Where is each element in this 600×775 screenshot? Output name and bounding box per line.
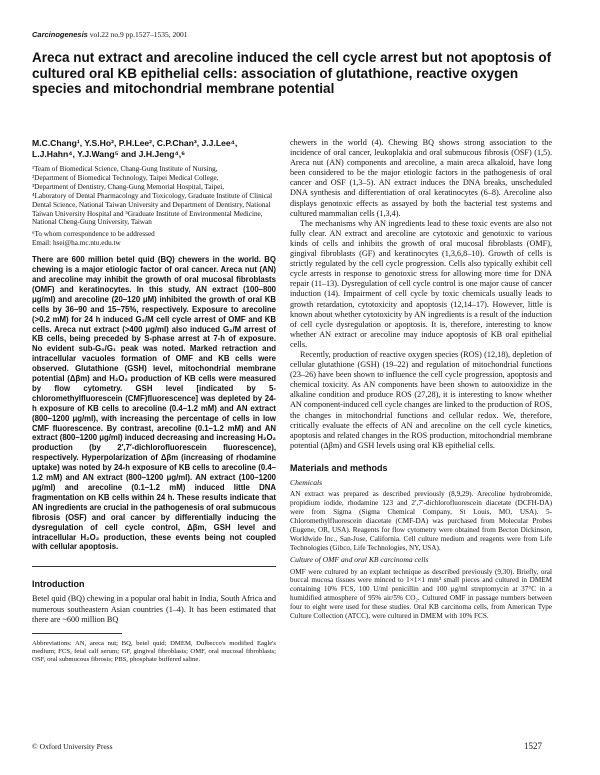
correspondence-note: ⁶To whom correspondence to be addressed (32, 230, 155, 239)
introduction-heading: Introduction (32, 579, 85, 590)
journal-citation: vol.22 no.9 pp.1527–1535, 2001 (89, 30, 188, 39)
chemicals-text: AN extract was prepared as described previously (8,9,29). Arecoline hydrobromide, propidium iodide, rhodamine 123 and 2′,7′-dichlorofluorescein diacetate (DCFH-DA) were from Sigma (Sigma Chemical Company, St Louis, MO, USA). 5-Chloromethylfluorescein diacetate (CMF-DA) was purchased from Molecular Probes (Eugene, OR, USA). Reagents for flow cytometry were obtained from Becton Dickinson, Worldwide Inc., San-Jose, California. Cell culture medium and reagents were from Life Technologies (Gibco, Life Technologies, NY, USA). (290, 490, 552, 552)
introduction-text: Betel quid (BQ) chewing in a popular oral habit in India, South Africa and numerous southeastern Asian countries (1–4). It has been estimated that there are ~600 million BQ (32, 594, 276, 624)
body-paragraph: Recently, production of reactive oxygen species (ROS) (12,18), depletion of cellular glutathione (GSH) (19–22) and regulation of mitochondrial functions (23–26) have been shown to influence the cell cycle progression, apoptosis and chemical toxicity. As AN components have been shown to autooxidize in the alkaline condition and produce ROS (27,28), it is interesting to know whether AN component-induced cell cycle changes are linked to the production of ROS, the changes in mitochondrial functions and cellular redox. We, therefore, critically evaluate the effects of AN and arecoline on the cell cycle kinetics, apoptosis and related changes in the ROS production, mitochondrial membrane potential (Δβm) and GSH levels using oral KB epithelial cells. (290, 349, 552, 450)
affiliation: ⁴Laboratory of Dental Pharmacology and Toxicology, Graduate Institute of Clinical Dental Science, National Taiwan University and Department of Dentistry, National Taiwan University Hospital and ⁵Graduate Institute of Environmental Medicine, National Cheng-Gung University, Taiwan (32, 191, 273, 227)
body-paragraph: chewers in the world (4). Chewing BQ shows strong association to the incidence of oral cancer, leukoplakia and oral submucous fibrosis (OSF) (1,5). Areca nut (AN) components and arecoline, a main areca alkaloid, have long been considered to be the major etiologic factors in the pathogenesis of oral cancer and OSF (1,3–5). AN extract induces the DNA breaks, unscheduled DNA synthesis and differentiation of oral keratinocytes (6–8). Arecoline also displays genotoxic effects as assayed by both the bacterial test systems and cultured mammalian cells (1,3,4). (290, 138, 552, 218)
affiliation: ¹Team of Biomedical Science, Chang-Gung Institute of Nursing, (32, 165, 218, 173)
culture-subheading: Culture of OMF and oral KB carcinoma cells (290, 555, 429, 565)
correspondence (32, 230, 276, 248)
affiliation: ³Department of Dentistry, Chang-Gung Memorial Hospital, Taipei, (32, 182, 225, 191)
left-column (32, 138, 276, 664)
section-divider (32, 566, 276, 567)
right-column (290, 138, 552, 621)
abstract: There are 600 million betel quid (BQ) chewers in the world. BQ chewing is a major etiologic factor of oral cancer. Areca nut (AN) and arecoline may inhibit the growth of oral mucosal fibroblasts (OMF) and keratinocytes. In this study, AN extract (100–800 μg/ml) and arecoline (20–120 μM) inhibited the growth of oral KB cells by 36–90 and 15–75%, respectively. Exposure to arecoline (>0.2 mM) for 24 h induced G₂/M cell cycle arrest of OMF and KB cells. Areca nut extract (>400 μg/ml) also induced G₂/M arrest of KB cells, being preceded by S-phase arrest at 7-h of exposure. No evident sub-G₀/G₁ peak was noted. Marked retraction and intracellular vacuoles formation of OMF and KB cells were observed. Glutathione (GSH) level, mitochondrial membrane potential (Δβm) and H₂O₂ production of KB cells were measured by flow cytometry. GSH level [indicated by 5-chloromethylfluorescein (CMF)fluorescence] was depleted by 24-h exposure of KB cells to arecoline (0.4–1.2 mM) and AN extract (800–1200 μg/ml), with increasing the percentage of cells in low CMF fluorescence. By contrast, arecoline (0.1–1.2 mM) and AN extract (800–1200 μg/ml) induced decreasing and increasing H₂O₂ production (by 2′,7′-dichlorofluorescein fluorescence), respectively. Hyperpolarization of Δβm (increasing of rhodamine uptake) was noted by 24-h exposure of KB cells to arecoline (0.4–1.2 mM) and AN extract (800–1200 μg/ml). AN extract (100–1200 μg/ml) and arecoline (0.1–1.2 mM) induced little DNA fragmentation on KB cells within 24 h. These results indicate that AN ingredients are crucial in the pathogenesis of oral submucous fibrosis (OSF) and oral cancer by differentially inducing the dysregulation of cell cycle control, Δβm, GSH level and intracellular H₂O₂ production, these events being not coupled with cellular apoptosis. (32, 255, 276, 552)
page-number: 1527 (524, 741, 542, 751)
footnote-divider (32, 633, 122, 634)
affiliation: ²Department of Biomedical Technology, Taipei Medical College, (32, 173, 219, 182)
body-paragraph: The mechanisms why AN ingredients lead to these toxic events are also not fully clear. AN extract and arecoline are cytotoxic and genotoxic to various kinds of cells and inhibits the growth of oral mucosal fibroblasts (OMF), gingival fibroblasts (GF) and keratinocytes (1,3,6,8–10). Growth of cells is strictly regulated by the cell cycle progression. Cells also typically exhibit cell cycle arrests in response to genotoxic stress for allowing more time for DNA repair (11–13). Dysregulation of cell cycle control is one major cause of cancer induction (14). Impairment of cell cycle by toxic chemicals usually leads to growth retardation, cytotoxicity and apoptosis (12,14–17). However, little is known about whether cytotoxicity by AN ingredients is a result of the induction of cell cycle dysregulation or apoptosis. It is, therefore, interesting to know whether AN extract or arecoline may induce apoptosis of KB oral epithelial cells. (290, 218, 552, 349)
affiliations (32, 165, 276, 227)
author-list: M.C.Chang¹, Y.S.Ho², P.H.Lee², C.P.Chan³, J.J.Lee⁴, L.J.Hahn⁴, Y.J.Wang⁵ and J.H.Jeng⁴,⁶ (32, 138, 238, 159)
abbreviations-footnote: Abbreviations: AN, areca nut; BQ, betel quid; DMEM, Dulbecco's modified Eagle's medium; FCS, fetal calf serum; GF, gingival fibroblasts; OMF, oral mucosal fibroblasts; OSF, oral submucous fibrosis; PBS, phosphate buffered saline. (32, 639, 276, 664)
methods-heading: Materials and methods (290, 462, 388, 473)
chemicals-subheading: Chemicals (290, 478, 323, 487)
journal-name: Carcinogenesis (32, 30, 88, 39)
correspondence-email: Email: hsei@ha.mc.ntu.edu.tw (32, 239, 121, 248)
culture-text: OMF were cultured by an explant technique as described previously (9,30). Briefly, oral buccal mucosa tissues were minced to 1×1×1 mm³ small pieces and cultured in DMEM containing 10% FCS, 100 U/ml penicillin and 100 μg/ml streptomycin at 37°C in a humidified atmosphere of 95% air/5% CO₂. Cultured OMF in passage numbers between four to eight were used for these studies. Oral KB carcinoma cells, from American Type Culture Collection (ATCC), were cultured in DMEM with 10% FCS. (290, 567, 552, 621)
publisher-footer: © Oxford University Press (32, 742, 113, 751)
journal-header (32, 30, 187, 39)
article-title: Areca nut extract and arecoline induced the cell cycle arrest but not apoptosis of cultured oral KB epithelial cells: association of glutathione, reactive oxygen species and mitochondrial membrane potential (32, 50, 552, 96)
